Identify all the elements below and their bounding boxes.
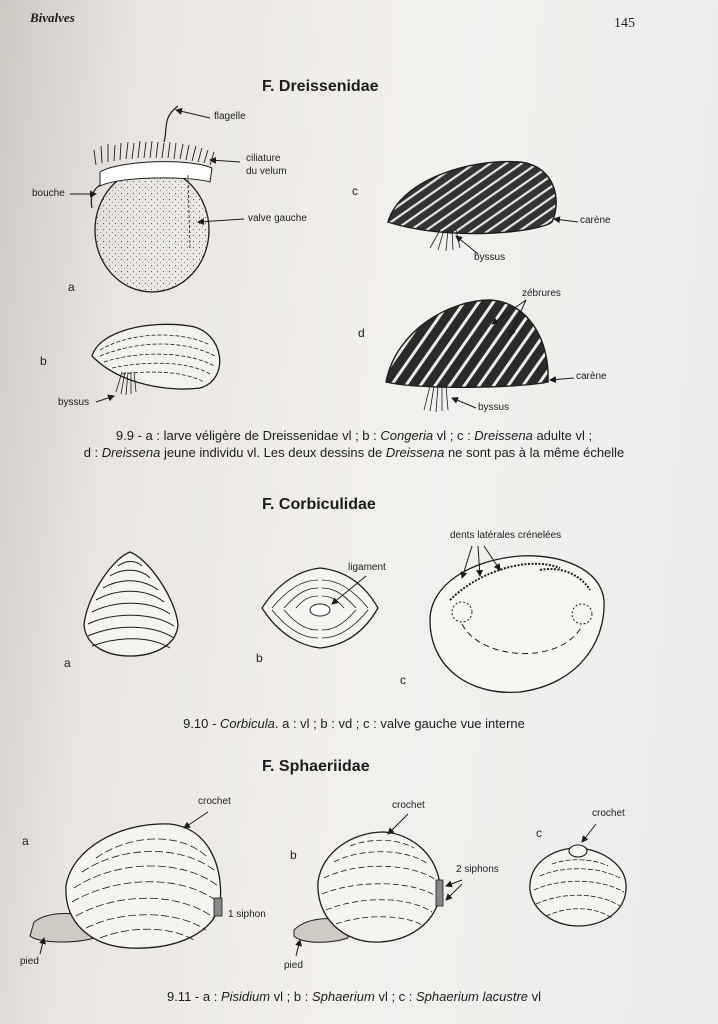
dreissena-adult-drawing	[388, 162, 556, 251]
sphaeriidae-letter-a: a	[22, 834, 29, 848]
label-ciliature: ciliature	[246, 153, 281, 164]
label-bouche: bouche	[32, 188, 65, 199]
label-byssus-b: byssus	[58, 397, 90, 408]
label-pied-a: pied	[20, 956, 39, 967]
label-pied-b: pied	[284, 960, 303, 971]
congeria-drawing	[92, 324, 220, 395]
section-title-sphaeriidae: F. Sphaeriidae	[262, 758, 370, 775]
sphaerium-lacustre-drawing	[530, 845, 626, 926]
dreissena-juvenile-drawing	[386, 300, 548, 412]
label-du-velum: du velum	[246, 166, 287, 177]
label-dents-laterales: dents latérales crénelées	[450, 530, 562, 541]
label-1-siphon: 1 siphon	[228, 909, 266, 920]
corbicula-internal-valve-drawing	[430, 556, 604, 693]
label-byssus-c: byssus	[474, 252, 506, 263]
label-carene-d: carène	[576, 371, 607, 382]
corbiculidae-letter-c: c	[400, 673, 406, 687]
label-carene-c: carène	[580, 215, 611, 226]
figure-letter-b: b	[40, 354, 47, 368]
section-title-dreissenidae: F. Dreissenidae	[262, 78, 379, 95]
pisidium-drawing	[30, 824, 222, 948]
label-valve-gauche: valve gauche	[248, 213, 307, 224]
sphaeriidae-letter-c: c	[536, 826, 542, 840]
caption-9-9-line1: 9.9 - a : larve véligère de Dreissenidae vl ; b : Congeria vl ; c : Dreissena adulte vl ;	[115, 428, 593, 443]
page-number: 145	[614, 16, 635, 31]
label-ligament: ligament	[348, 562, 386, 573]
label-zebrures: zébrures	[522, 288, 561, 299]
label-crochet-a: crochet	[198, 796, 231, 807]
section-title-corbiculidae: F. Corbiculidae	[262, 496, 376, 513]
figure-caption-9-10: 9.10 - Corbicula. a : vl ; b : vd ; c : valve gauche vue interne	[183, 716, 525, 731]
figure-caption-9-11: 9.11 - a : Pisidium vl ; b : Sphaerium vl ; c : Sphaerium lacustre vl	[166, 989, 542, 1004]
figure-letter-c: c	[352, 184, 358, 198]
sphaeriidae-letter-b: b	[290, 848, 297, 862]
corbiculidae-letter-b: b	[256, 651, 263, 665]
label-flagelle: flagelle	[214, 111, 246, 122]
corbiculidae-letter-a: a	[64, 656, 71, 670]
running-header-chapter: Bivalves	[30, 10, 75, 25]
figure-letter-a: a	[68, 280, 75, 294]
figure-letter-d: d	[358, 326, 365, 340]
figure-caption-9-9	[20, 427, 688, 461]
corbicula-valve-drawing	[84, 552, 178, 656]
label-crochet-b: crochet	[392, 800, 425, 811]
sphaerium-drawing	[294, 832, 443, 942]
veliger-larva-drawing	[91, 106, 214, 292]
caption-9-9-line2: d : Dreissena jeune individu vl. Les deux dessins de Dreissena ne sont pas à la même échelle	[83, 445, 625, 460]
label-crochet-c: crochet	[592, 808, 625, 819]
label-byssus-d: byssus	[478, 402, 510, 413]
label-2-siphons: 2 siphons	[456, 864, 499, 875]
